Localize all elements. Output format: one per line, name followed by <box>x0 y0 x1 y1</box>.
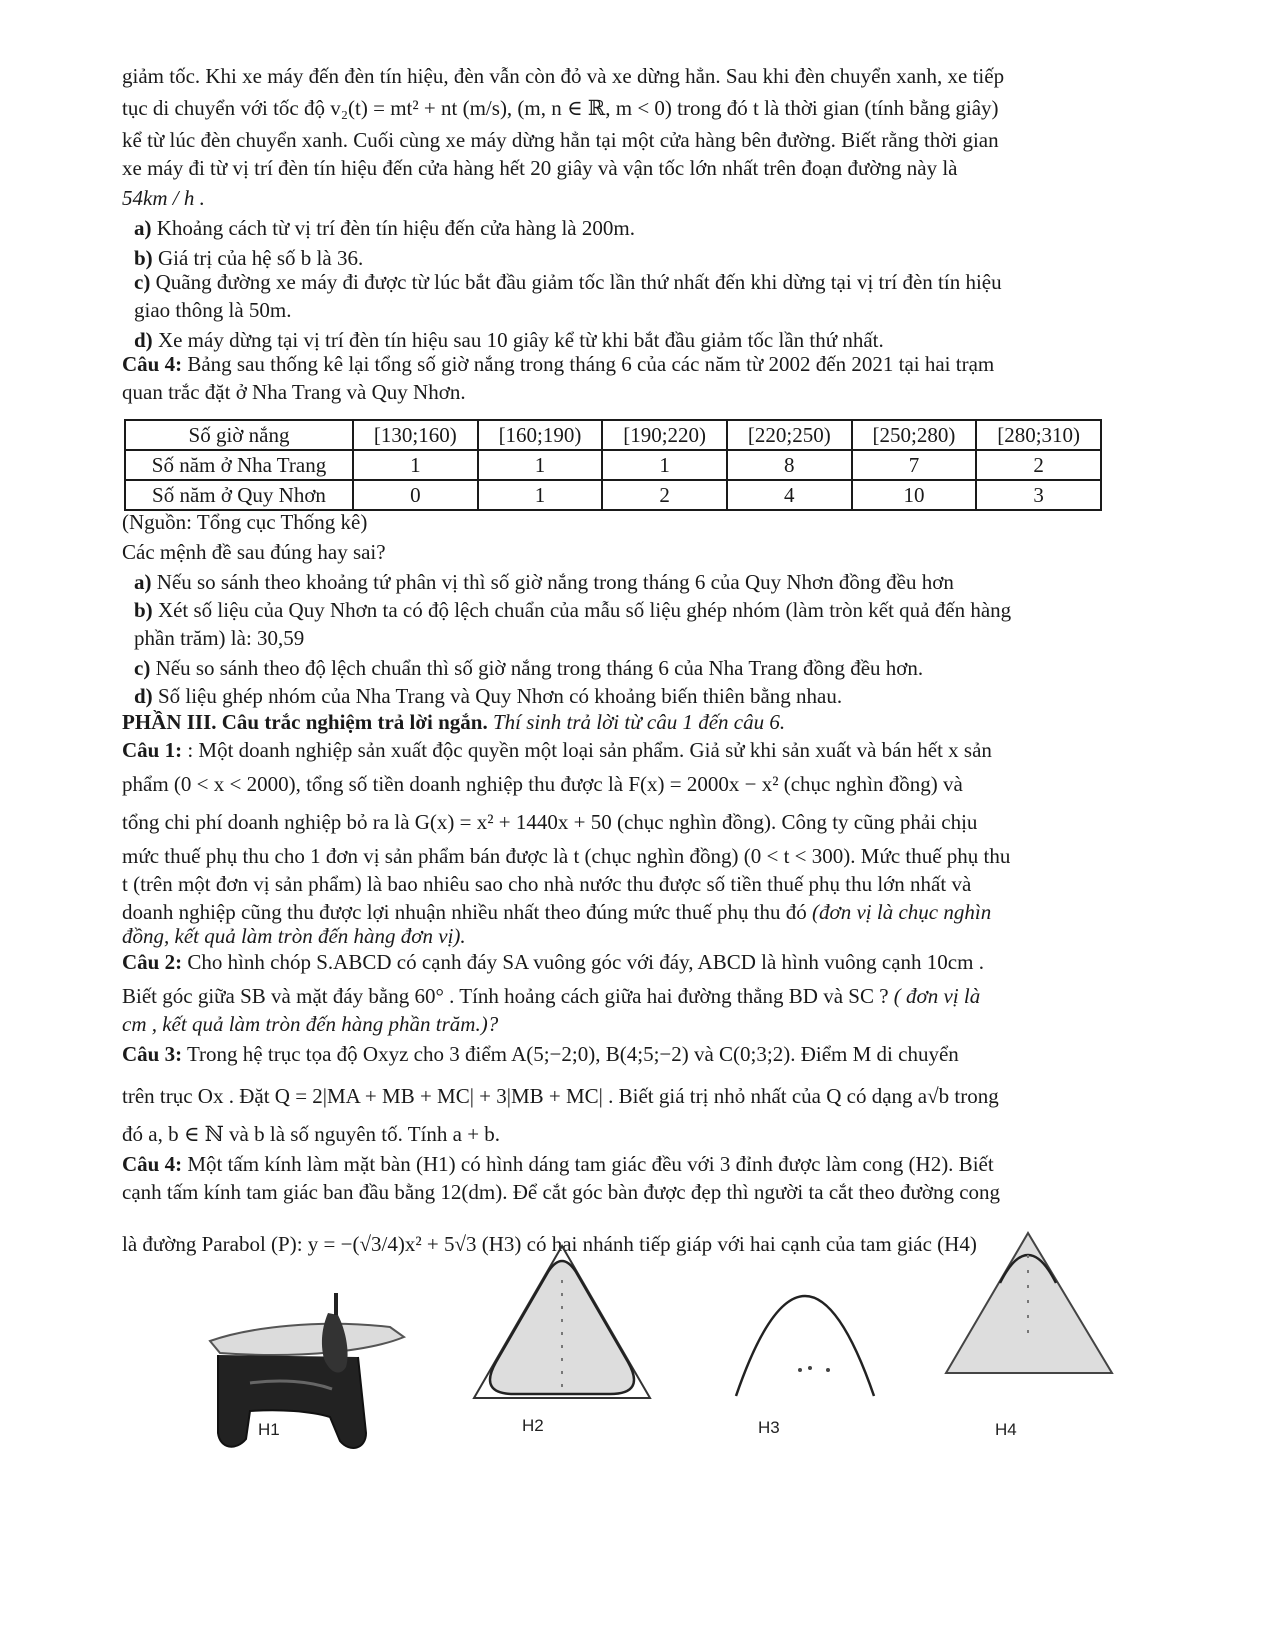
q3-option-a <box>134 214 1164 242</box>
part3-heading <box>122 708 1152 736</box>
q3-b-label: b) <box>134 246 153 270</box>
q4-b-label: b) <box>134 598 153 622</box>
table-source: (Nguồn: Tổng cục Thống kê) <box>122 510 368 534</box>
table-cell: 1 <box>478 450 603 480</box>
table-cell: 0 <box>353 480 478 510</box>
q4-c-text: Nếu so sánh theo độ lệch chuẩn thì số giờ nắng trong tháng 6 của Nha Trang đồng đều hơn. <box>155 656 924 680</box>
c2-text-2b: ( đơn vị là <box>893 984 981 1008</box>
figure-h1-table-photo <box>190 1283 410 1468</box>
q4-label: Câu 4: <box>122 352 183 376</box>
q4-c-label: c) <box>134 656 151 680</box>
table-cell: 1 <box>353 450 478 480</box>
c2-label: Câu 2: <box>122 950 183 974</box>
q3-a-text: Khoảng cách từ vị trí đèn tín hiệu đến cửa hàng là 200m. <box>156 216 635 240</box>
q4-text-2: quan trắc đặt ở Nha Trang và Quy Nhơn. <box>122 380 466 404</box>
q3-d-text: Xe máy dừng tại vị trí đèn tín hiệu sau 10 giây kể từ khi bắt đầu giảm tốc lần thứ nhất. <box>157 328 884 352</box>
table-cell: 4 <box>727 480 852 510</box>
c2-text-2a: Biết góc giữa SB và mặt đáy bằng 60° . Tính hoảng cách giữa hai đường thẳng BD và SC ? <box>122 984 889 1008</box>
c3-label: Câu 3: <box>122 1042 183 1066</box>
table-row <box>125 480 1101 510</box>
c3-line-3: đó a, b ∈ ℕ và b là số nguyên tố. Tính a + b. <box>122 1122 501 1146</box>
table-cell: 2 <box>602 480 727 510</box>
table-cell: 1 <box>478 480 603 510</box>
q3-b-text: Giá trị của hệ số b là 36. <box>157 246 364 270</box>
table-header-cell: [220;250) <box>727 420 852 450</box>
c1-line-2: phẩm (0 < x < 2000), tổng số tiền doanh nghiệp thu được là F(x) = 2000x − x² (chục nghìn đồng) và <box>122 772 963 796</box>
c1-text-1: : Một doanh nghiệp sản xuất độc quyền một loại sản phẩm. Giả sử khi sản xuất và bán hết x sản <box>187 738 992 762</box>
q4-option-b <box>134 596 1164 624</box>
q4-d-text: Số liệu ghép nhóm của Nha Trang và Quy Nhơn có khoảng biến thiên bằng nhau. <box>157 684 843 708</box>
sunshine-table <box>124 419 1102 511</box>
caption-h3: H3 <box>758 1418 780 1437</box>
c1-line-4: mức thuế phụ thu cho 1 đơn vị sản phẩm bán được là t (chục nghìn đồng) (0 < t < 300). Mức thuế phụ thu <box>122 844 1011 868</box>
intro-line-2: tục di chuyển với tốc độ v₂(t) = mt² + nt (m/s), (m, n ∈ ℝ, m < 0) trong đó t là thời gian (tính bằng giây) <box>122 96 999 120</box>
table-cell: 2 <box>976 450 1101 480</box>
intro-line-3: kể từ lúc đèn chuyển xanh. Cuối cùng xe máy dừng hẳn tại một cửa hàng bên đường. Biết rằng thời gian <box>122 128 999 152</box>
table-cell: 7 <box>852 450 977 480</box>
c4-line-2: cạnh tấm kính tam giác ban đầu bằng 12(dm). Để cắt góc bàn được đẹp thì người ta cắt theo đường cong <box>122 1180 1001 1204</box>
caption-h2: H2 <box>522 1416 544 1435</box>
table-header-cell: [130;160) <box>353 420 478 450</box>
q4-prompt: Các mệnh đề sau đúng hay sai? <box>122 540 386 564</box>
table-cell: Số năm ở Nha Trang <box>125 450 353 480</box>
q4-a-text: Nếu so sánh theo khoảng tứ phân vị thì số giờ nắng trong tháng 6 của Quy Nhơn đồng đều hơn <box>156 570 954 594</box>
c2-line-1 <box>122 948 1152 976</box>
c3-text-1: Trong hệ trục tọa độ Oxyz cho 3 điểm A(5;−2;0), B(4;5;−2) và C(0;3;2). Điểm M di chuyển <box>186 1042 959 1066</box>
caption-h4: H4 <box>995 1420 1017 1439</box>
q4-d-label: d) <box>134 684 153 708</box>
table-header-cell: [190;220) <box>602 420 727 450</box>
c2-line-3: cm , kết quả làm tròn đến hàng phần trăm.)? <box>122 1012 499 1036</box>
q4-option-d <box>134 682 1164 710</box>
c4-text-1: Một tấm kính làm mặt bàn (H1) có hình dáng tam giác đều với 3 đỉnh được làm cong (H2). Biết <box>187 1152 994 1176</box>
q4-b-text-2: phần trăm) là: 30,59 <box>134 626 305 650</box>
q4-text-1: Bảng sau thống kê lại tổng số giờ nắng trong tháng 6 của các năm từ 2002 đến 2021 tại hai trạm <box>187 352 995 376</box>
q4-option-c <box>134 654 1164 682</box>
q4-line-1 <box>122 350 1152 378</box>
c2-text-1: Cho hình chóp S.ABCD có cạnh đáy SA vuông góc với đáy, ABCD là hình vuông cạnh 10cm . <box>187 950 984 974</box>
q3-c-text-2: giao thông là 50m. <box>134 298 292 322</box>
c1-label: Câu 1: <box>122 738 183 762</box>
c4-line-1 <box>122 1150 1152 1178</box>
table-header-cell: [160;190) <box>478 420 603 450</box>
c1-text-6a: doanh nghiệp cũng thu được lợi nhuận nhiều nhất theo đúng mức thuế phụ thu đó <box>122 900 807 924</box>
table-header-cell: [280;310) <box>976 420 1101 450</box>
c1-line-3: tổng chi phí doanh nghiệp bỏ ra là G(x) = x² + 1440x + 50 (chục nghìn đồng). Công ty cũng phải chịu <box>122 810 978 834</box>
figure-h4-triangle-parabola <box>940 1225 1120 1385</box>
table-header-cell: Số giờ nắng <box>125 420 353 450</box>
q3-option-c <box>134 268 1164 296</box>
figure-h2-rounded-triangle <box>470 1240 655 1405</box>
c4-line-3: là đường Parabol (P): y = −(√3/4)x² + 5√3 (H3) có hai nhánh tiếp giáp với hai cạnh của tam giác (H4) <box>122 1232 977 1256</box>
part3-title: PHẦN III. Câu trắc nghiệm trả lời ngắn. <box>122 710 488 734</box>
q4-option-a <box>134 568 1164 596</box>
c1-line-5: t (trên một đơn vị sản phẩm) là bao nhiêu sao cho nhà nước thu được số tiền thuế phụ thu lớn nhất và <box>122 872 972 896</box>
q3-d-label: d) <box>134 328 153 352</box>
c2-line-2 <box>122 982 1152 1010</box>
intro-line-4: xe máy đi từ vị trí đèn tín hiệu đến cửa hàng hết 20 giây và vận tốc lớn nhất trên đoạn đường này là <box>122 156 958 180</box>
table-header-row <box>125 420 1101 450</box>
intro-line-1: giảm tốc. Khi xe máy đến đèn tín hiệu, đèn vẫn còn đỏ và xe dừng hẳn. Sau khi đèn chuyển xanh, xe tiếp <box>122 64 1005 88</box>
table-cell: 1 <box>602 450 727 480</box>
q3-c-label: c) <box>134 270 151 294</box>
q4-b-text-1: Xét số liệu của Quy Nhơn ta có độ lệch chuẩn của mẫu số liệu ghép nhóm (làm tròn kết quả đến hàng <box>157 598 1012 622</box>
c1-text-6b: (đơn vị là chục nghìn <box>812 900 992 924</box>
q3-a-label: a) <box>134 216 152 240</box>
table-header-cell: [250;280) <box>852 420 977 450</box>
c3-line-2: trên trục Ox . Đặt Q = 2|MA + MB + MC| + 3|MB + MC| . Biết giá trị nhỏ nhất của Q có dạng a√b trong <box>122 1084 999 1108</box>
caption-h1: H1 <box>258 1420 280 1439</box>
table-cell: Số năm ở Quy Nhơn <box>125 480 353 510</box>
table-cell: 3 <box>976 480 1101 510</box>
c4-label: Câu 4: <box>122 1152 183 1176</box>
table-row <box>125 450 1101 480</box>
intro-line-5: 54km / h . <box>122 186 205 210</box>
c3-line-1 <box>122 1040 1152 1068</box>
table-cell: 10 <box>852 480 977 510</box>
c1-line-7: đồng, kết quả làm tròn đến hàng đơn vị). <box>122 924 466 948</box>
figure-h3-parabola <box>730 1250 880 1400</box>
c1-line-1 <box>122 736 1152 764</box>
table-cell: 8 <box>727 450 852 480</box>
q3-c-text-1: Quãng đường xe máy đi được từ lúc bắt đầu giảm tốc lần thứ nhất đến khi dừng tại vị trí đèn tín hiệu <box>155 270 1002 294</box>
q4-a-label: a) <box>134 570 152 594</box>
part3-subtitle: Thí sinh trả lời từ câu 1 đến câu 6. <box>492 710 786 734</box>
